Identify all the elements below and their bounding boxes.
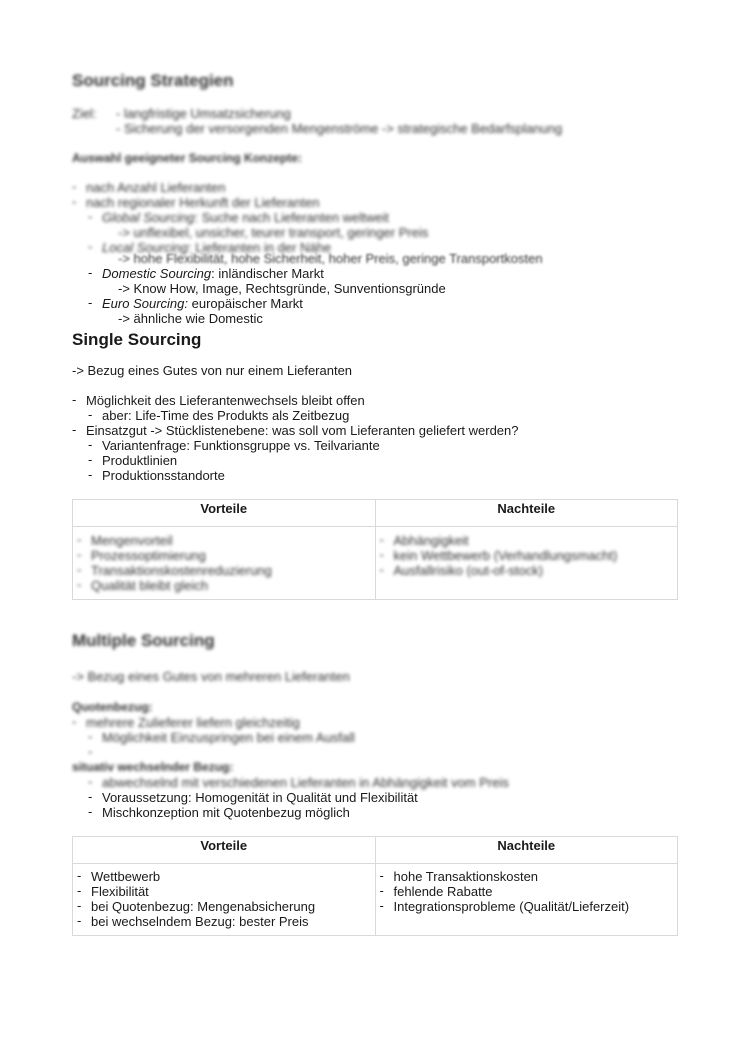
list-item xyxy=(88,745,678,760)
list-item: - bei Quotenbezug: Mengenabsicherung xyxy=(77,899,369,914)
list-item: - Abhängigkeit xyxy=(380,533,672,548)
section-title: Sourcing Strategien xyxy=(72,71,234,90)
list-item: - nach Anzahl Lieferanten xyxy=(72,180,678,195)
single-list xyxy=(72,393,678,483)
list-item: - abwechselnd mit verschiedenen Lieferanten in Abhängigkeit vom Preis xyxy=(88,775,678,790)
situativ-list xyxy=(72,775,678,790)
list-item: - Produktionsstandorte xyxy=(88,468,678,483)
ziel-item: - langfristige Umsatzsicherung xyxy=(116,106,291,121)
table-cell xyxy=(73,527,376,600)
table-cell xyxy=(375,527,678,600)
list-item-local: - Local Sourcing: Lieferanten in der Nähe xyxy=(88,240,678,255)
quoten-list xyxy=(72,715,678,760)
list-item: - Möglichkeit des Lieferantenwechsels bleibt offen xyxy=(72,393,678,408)
list-item: - fehlende Rabatte xyxy=(380,884,672,899)
list-item-global: - Global Sourcing: Suche nach Lieferanten weltweit xyxy=(88,210,678,225)
intro-text: -> Bezug eines Gutes von mehreren Lieferanten xyxy=(72,669,350,684)
table-header: Nachteile xyxy=(375,500,678,527)
sourcing-strategien-section xyxy=(72,70,678,255)
list-item: - Mischkonzeption mit Quotenbezug möglich xyxy=(88,805,678,820)
list-item: - Mengenvorteil xyxy=(77,533,369,548)
list-item: - Möglichkeit Einzuspringen bei einem Ausfall xyxy=(88,730,678,745)
table-header: Nachteile xyxy=(375,837,678,864)
list-item: - Produktlinien xyxy=(88,453,678,468)
multiple-sourcing-section xyxy=(72,630,678,936)
list-item: - Voraussetzung: Homogenität in Qualität und Flexibilität xyxy=(88,790,678,805)
list-item: - Variantenfrage: Funktionsgruppe vs. Teilvariante xyxy=(88,438,678,453)
intro-text: -> Bezug eines Gutes von nur einem Lieferanten xyxy=(72,363,353,378)
konzepte-list-visible xyxy=(72,251,678,326)
konzepte-subtitle: Auswahl geeigneter Sourcing Konzepte: xyxy=(72,151,303,165)
list-item: - mehrere Zulieferer liefern gleichzeitig xyxy=(72,715,678,730)
table-cell xyxy=(73,864,376,936)
multiple-list xyxy=(72,790,678,820)
list-item-arrow: -> Know How, Image, Rechtsgründe, Sunventionsgründe xyxy=(118,281,446,296)
list-item: - kein Wettbewerb (Verhandlungsmacht) xyxy=(380,548,672,563)
multiple-table xyxy=(72,836,678,936)
list-item: - Qualität bleibt gleich xyxy=(77,578,369,593)
ziel-block xyxy=(72,106,678,136)
list-item: - nach regionaler Herkunft der Lieferanten xyxy=(72,195,678,210)
ziel-item: - Sicherung der versorgenden Mengenströme -> strategische Bedarfsplanung xyxy=(116,121,563,136)
section-title: Single Sourcing xyxy=(72,330,202,349)
list-item: - Prozessoptimierung xyxy=(77,548,369,563)
multiple-blurred-part xyxy=(72,630,678,790)
list-item-euro: - Euro Sourcing: europäischer Markt xyxy=(88,296,678,311)
list-item: - bei wechselndem Bezug: bester Preis xyxy=(77,914,369,929)
list-item: - Einsatzgut -> Stücklistenebene: was soll vom Lieferanten geliefert werden? xyxy=(72,423,678,438)
list-item-arrow: -> hohe Flexibilität, hohe Sicherheit, hoher Preis, geringe Transportkosten xyxy=(118,251,543,266)
konzepte-list xyxy=(72,180,678,255)
list-item-domestic: - Domestic Sourcing: inländischer Markt xyxy=(88,266,678,281)
list-item: - Ausfallrisiko (out-of-stock) xyxy=(380,563,672,578)
document-page xyxy=(72,70,678,936)
single-table xyxy=(72,499,678,600)
table-header: Vorteile xyxy=(73,837,376,864)
situativ-label: situativ wechselnder Bezug: xyxy=(72,760,234,774)
list-item-arrow: -> unflexibel, unsicher, teurer transport, geringer Preis xyxy=(118,225,429,240)
list-item: - Integrationsprobleme (Qualität/Lieferzeit) xyxy=(380,899,672,914)
section-title: Multiple Sourcing xyxy=(72,631,215,650)
list-item: - Transaktionskostenreduzierung xyxy=(77,563,369,578)
table-header: Vorteile xyxy=(73,500,376,527)
quoten-label: Quotenbezug: xyxy=(72,700,153,714)
list-item: - hohe Transaktionskosten xyxy=(380,869,672,884)
table-cell xyxy=(375,864,678,936)
single-sourcing-section xyxy=(72,329,678,600)
list-item: - Flexibilität xyxy=(77,884,369,899)
list-item-arrow: -> ähnliche wie Domestic xyxy=(118,311,263,326)
list-item: - Wettbewerb xyxy=(77,869,369,884)
ziel-label: Ziel: xyxy=(72,106,97,121)
list-item: - aber: Life-Time des Produkts als Zeitbezug xyxy=(88,408,678,423)
